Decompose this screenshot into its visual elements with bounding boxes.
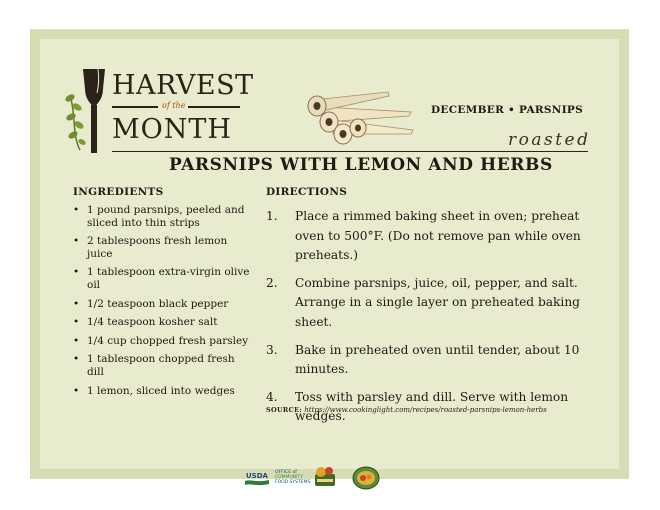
step-number: 1. <box>266 209 278 223</box>
step-text: Place a rimmed baking sheet in oven; preheat oven to 500°F. (Do not remove pan while oven preheats.) <box>295 209 581 263</box>
direction-step <box>266 207 586 266</box>
title-divider <box>112 151 588 152</box>
month-produce-tag: DECEMBER • PARSNIPS <box>431 104 583 116</box>
office-community-food-systems <box>275 470 315 486</box>
ingredient-item <box>72 353 250 378</box>
ingredients-heading: INGREDIENTS <box>73 186 164 198</box>
bullet: • <box>73 334 80 347</box>
office-line: FOOD SYSTEMS <box>275 480 311 486</box>
ingredient-item <box>72 204 250 229</box>
ingredient-text: 1 tablespoon chopped fresh dill <box>87 353 235 378</box>
ingredient-text: 1 lemon, sliced into wedges <box>87 384 235 397</box>
ingredient-item <box>72 335 250 348</box>
ingredient-text: 1/4 cup chopped fresh parsley <box>87 334 249 347</box>
directions-heading: DIRECTIONS <box>266 186 348 198</box>
recipe-title: PARSNIPS WITH LEMON AND HERBS <box>169 155 553 175</box>
logo-rule-right <box>188 106 240 108</box>
ingredient-text: 1/2 teaspoon black pepper <box>87 297 229 310</box>
bullet: • <box>73 266 80 279</box>
directions-list <box>266 207 586 435</box>
direction-step <box>266 274 586 333</box>
recipe-subtitle: roasted <box>508 130 591 150</box>
month-wordmark: MONTH <box>112 114 232 145</box>
ingredient-item <box>72 316 250 329</box>
ingredient-item <box>72 235 250 260</box>
ingredient-text: 1 tablespoon extra-virgin olive oil <box>87 266 250 291</box>
harvest-wordmark: HARVEST <box>112 70 254 101</box>
direction-step <box>266 341 586 380</box>
step-text: Toss with parsley and dill. Serve with lemon wedges. <box>295 389 569 424</box>
source-label: SOURCE: <box>266 406 303 414</box>
step-text: Bake in preheated oven until tender, about 10 minutes. <box>295 342 580 377</box>
state-program-logo-icon <box>352 466 380 490</box>
bullet: • <box>73 235 80 248</box>
ingredient-item <box>72 266 250 291</box>
parsnips-illustration <box>303 82 415 150</box>
usda-wordmark: USDA <box>246 472 268 480</box>
office-line: OFFICE of <box>275 470 297 475</box>
logo-rule-left <box>112 106 158 108</box>
step-number: 3. <box>266 342 278 357</box>
bullet: • <box>73 316 80 329</box>
usda-logo-icon <box>245 470 269 487</box>
ingredient-text: 2 tablespoons fresh lemon juice <box>87 235 228 260</box>
recipe-source <box>266 406 547 414</box>
office-line: COMMUNITY <box>275 475 303 481</box>
bullet: • <box>73 353 80 366</box>
ingredient-item <box>72 298 250 311</box>
ingredients-list <box>72 204 250 403</box>
bullet: • <box>73 204 80 216</box>
ingredient-text: 1 pound parsnips, peeled and sliced into thin strips <box>87 204 245 229</box>
source-link[interactable]: https://www.cookinglight.com/recipes/roasted-parsnips-lemon-herbs <box>304 406 547 414</box>
step-text: Combine parsnips, juice, oil, pepper, and salt. Arrange in a single layer on preheated baking sheet. <box>295 275 580 329</box>
ingredient-item <box>72 385 250 398</box>
farm-to-school-logo-icon <box>312 464 338 490</box>
step-number: 4. <box>266 389 278 404</box>
bullet: • <box>73 384 80 397</box>
bullet: • <box>73 297 80 310</box>
of-the-wordmark: of the <box>162 101 186 110</box>
step-number: 2. <box>266 275 278 290</box>
ingredient-text: 1/4 teaspoon kosher salt <box>87 316 218 329</box>
